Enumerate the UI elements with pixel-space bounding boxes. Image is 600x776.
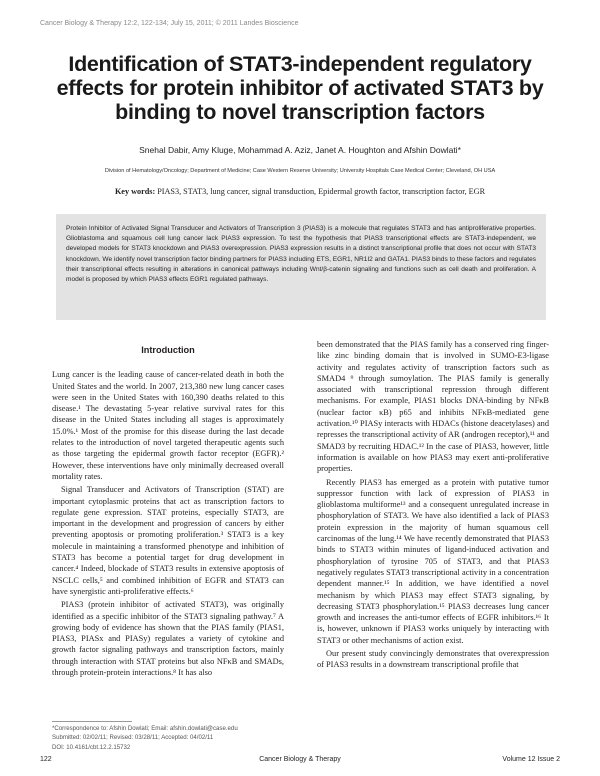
- doi: DOI: 10.4161/cbt.12.2.15732: [52, 743, 131, 751]
- author-affiliation: Division of Hematology/Oncology; Department of Medicine; Case Western Reserve University; University Hospitals Case Medical Center; Cleveland, OH USA: [104, 168, 496, 174]
- correspondence-note: *Correspondence to: Afshin Dowlati; Email: afshin.dowlati@case.edu: [52, 725, 238, 732]
- keywords-line: [40, 187, 560, 196]
- footer-volume-issue: Volume 12 Issue 2: [502, 756, 560, 763]
- journal-citation-line: Cancer Biology & Therapy 12:2, 122-134; July 15, 2011; © 2011 Landes Bioscience: [40, 20, 299, 27]
- page-number: 122: [40, 756, 52, 763]
- abstract-text: Protein Inhibitor of Activated Signal Transducer and Activators of Transcription 3 (PIAS3) is a molecule that regulates STAT3 and has antiproliferative properties. Glioblastoma and squamous cell lung cancer lack PIAS3 expression. To test the hypothesis that PIAS3 transcriptional effects are STAT3-independent, we developed models for STAT3 knockdown and PIAS3 overexpression. PIAS3 expression results in a distinct transcriptional profile that does not occur with STAT3 knockdown. We identify novel transcription factor binding partners for PIAS3 including ETS, EGR1, NR1I2 and GATA1. PIAS3 binds to these factors and regulates their transcriptional effects resulting in alterations in canonical pathways including Wnt/β-catenin signaling and functions such as cell death and proliferation. A model is proposed by which PIAS3 effects EGR1 regulated pathways.: [66, 225, 536, 284]
- footer-journal-name: Cancer Biology & Therapy: [259, 756, 341, 763]
- footnote-divider: [52, 721, 132, 722]
- body-paragraph: PIAS3 (protein inhibitor of activated STAT3), was originally identified as a specific inhibitor of the STAT3 signaling pathway.⁷ A growing body of evidence has shown that the PIAS family (PIAS1, PIAS3, PIASx and PIASy) regulates a variety of cytokine and growth factor signaling pathways and transcription factors, mainly through interaction with STAT proteins but also NFκB and SMADs, through protein-protein interactions.⁸ It has also: [52, 600, 284, 678]
- section-heading-introduction: Introduction: [141, 345, 195, 355]
- abstract-box: [56, 214, 546, 320]
- submission-dates: Submitted: 02/02/11; Revised: 03/28/11; Accepted: 04/02/11: [52, 734, 214, 742]
- article-title: Identification of STAT3-independent regulatory effects for protein inhibitor of activated STAT3 by binding to novel transcription factors: [56, 52, 544, 124]
- body-paragraph: Our present study convincingly demonstrates that overexpression of PIAS3 results in a downstream transcriptional profile that: [317, 649, 549, 670]
- body-paragraph: Recently PIAS3 has emerged as a protein with putative tumor suppressor function with lack of expression of PIAS3 in glioblastoma multiforme¹³ and a consequent unregulated increase in phosphorylation of STAT3. We have also identified a lack of PIAS3 protein expression in the majority of human squamous cell carcinomas of the lung.¹⁴ We have recently demonstrated that PIAS3 binds to STAT3 within minutes of ligand-induced activation and phosphorylation of tyrosine 705 of STAT3, and that PIAS3 negatively regulates STAT3 transcriptional activity in a concentration dependent manner.¹⁵ In addition, we have identified a novel mechanism by which PIAS3 may effect STAT3 signaling, by decreasing STAT3 phosphorylation.¹⁵ PIAS3 decreases lung cancer growth and increases the anti-tumor effects of EGFR inhibitors.¹⁶ It is, however, unknown if PIAS3 works uniquely by interacting with STAT3 or other mechanisms of action exist.: [317, 477, 549, 645]
- page-footer: [40, 756, 560, 766]
- body-paragraph: been demonstrated that the PIAS family has a conserved ring finger-like zinc binding domain that is involved in SUMO-E3-ligase activity and regulates activity of transcription factors such as SMAD4 ⁹ through sumoylation. The PIAS family is generally associated with transcriptional repression through different mechanisms. For example, PIAS1 blocks DNA-binding by NFκB (nuclear factor κB) p65 and inhibits NFκB-mediated gene activation.¹⁰ PIASy interacts with HDACs (histone deacetylases) and represses the transcriptional activity of AR (androgen receptor),¹¹ and SMAD3 by recruiting HDAC.¹² In the case of PIAS3, however, little information is available on how PIAS3 may exert anti-proliferative properties.: [317, 340, 549, 474]
- body-paragraph: Lung cancer is the leading cause of cancer-related death in both the United States and the world. In 2007, 213,380 new lung cancer cases were seen in the United States with 160,390 deaths related to this disease.¹ The devastating 5-year relative survival rates for this disease in the United States including all stages is approximately 15.0%.¹ Most of the promise for this disease during the last decade relates to the introduction of novel targeted therapeutic agents such as those targeting the epidermal growth factor receptor (EGFR).² However, these interventions have only minimally decreased overall mortality rates.: [52, 370, 284, 481]
- right-column: [317, 339, 549, 673]
- keywords-label: Key words:: [114, 187, 156, 196]
- footnotes: [52, 724, 292, 752]
- left-column: [52, 340, 284, 680]
- author-list: Snehal Dabir, Amy Kluge, Mohammad A. Aziz, Janet A. Houghton and Afshin Dowlati*: [139, 145, 461, 155]
- keywords-list: PIAS3, STAT3, lung cancer, signal transduction, Epidermal growth factor, transcription factor, EGR: [157, 187, 486, 196]
- body-paragraph: Signal Transducer and Activators of Transcription (STAT) are important cytoplasmic proteins that act as transcription factors to regulate gene expression. STAT proteins, especially STAT3, are important in the development and progression of cancers by either preventing apoptosis or promoting proliferation.³ STAT3 is a key molecule in maintaining a transformed phenotype and inhibition of STAT3 has become a potential target for drug development in cancer.⁴ Indeed, blockade of STAT3 results in extensive apoptosis of NSCLC cells,⁵ and combined inhibition of EGFR and STAT3 can have synergistic anti-proliferative effects.⁶: [52, 485, 284, 596]
